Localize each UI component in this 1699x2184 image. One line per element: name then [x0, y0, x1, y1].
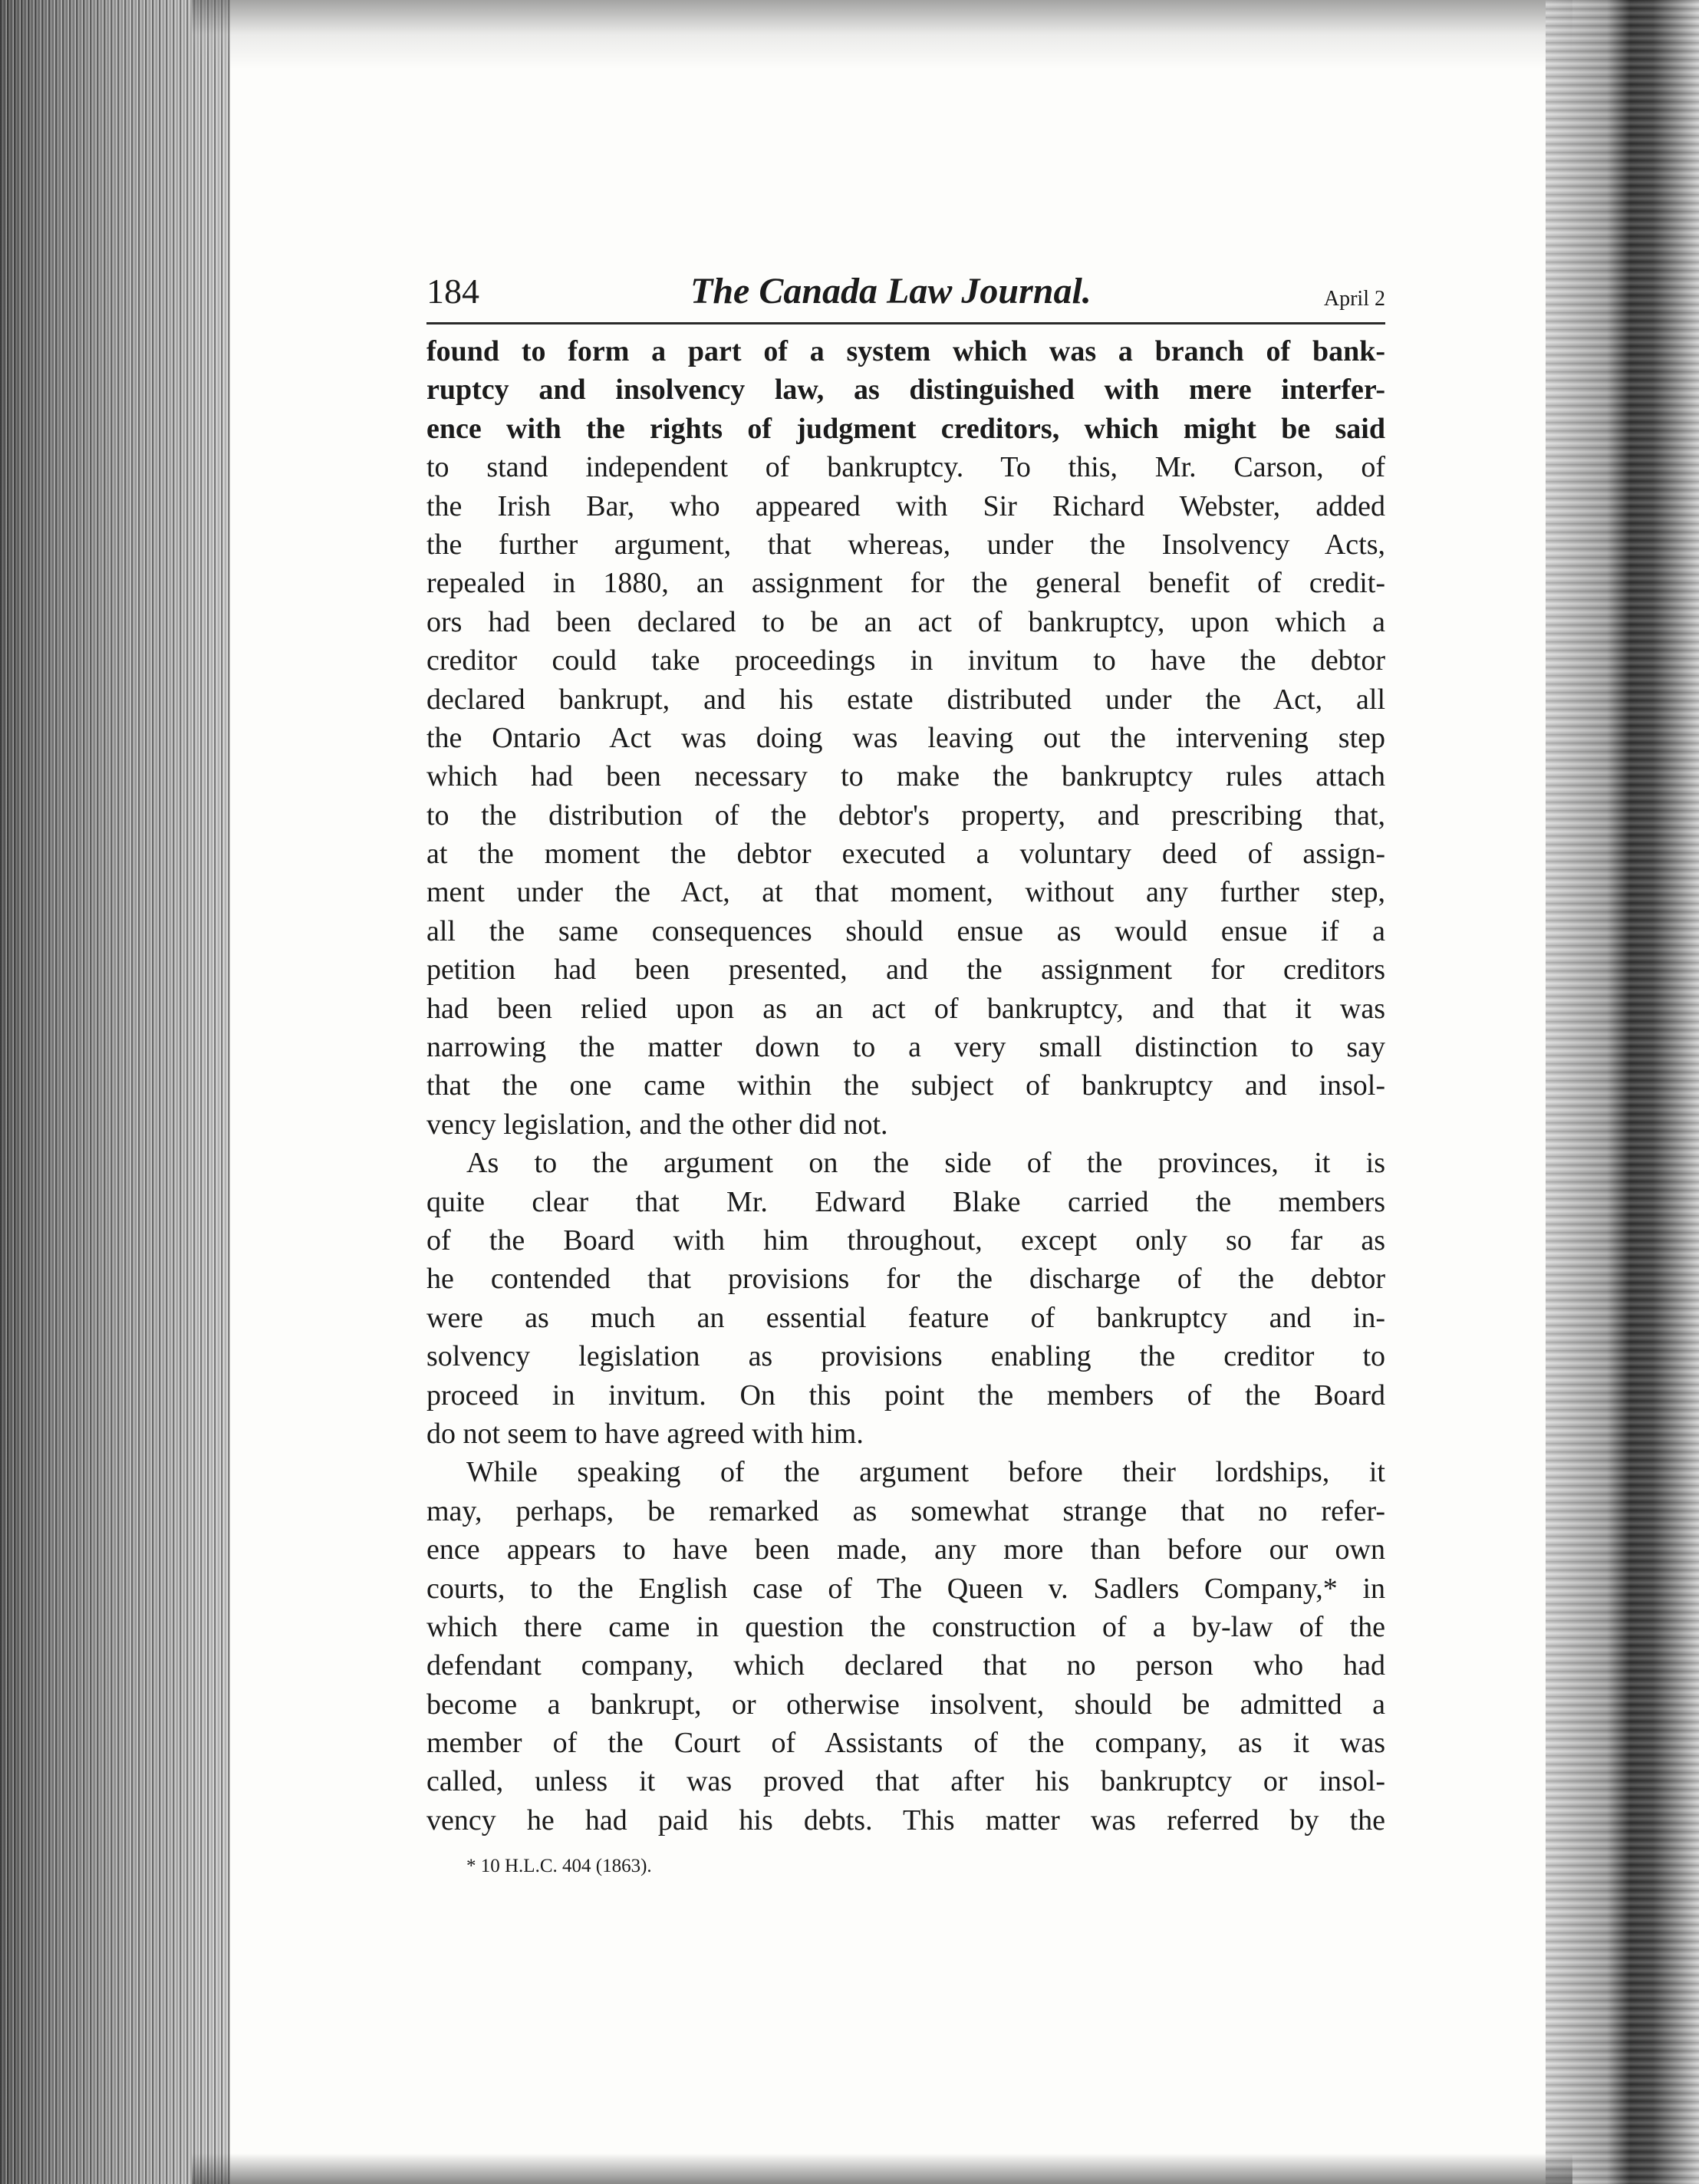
- text-line: As to the argument on the side of the provinces, it is: [466, 1147, 1385, 1180]
- text-line: that the one came within the subject of bankruptcy and insol-: [426, 1069, 1385, 1102]
- text-line: proceed in invitum. On this point the members of the Board: [426, 1379, 1385, 1412]
- text-line: ence appears to have been made, any more than before our own: [426, 1533, 1385, 1566]
- text-line: While speaking of the argument before their lordships, it: [466, 1456, 1385, 1489]
- text-line: creditor could take proceedings in invitum to have the debtor: [426, 644, 1385, 677]
- text-line: solvency legislation as provisions enabling the creditor to: [426, 1340, 1385, 1373]
- text-line: had been relied upon as an act of bankruptcy, and that it was: [426, 992, 1385, 1025]
- journal-page: [426, 261, 1385, 1879]
- book-binding-shadow: [0, 0, 230, 2184]
- text-line: the Ontario Act was doing was leaving out the intervening step: [426, 721, 1385, 754]
- text-line: petition had been presented, and the assignment for creditors: [426, 954, 1385, 987]
- text-line: member of the Court of Assistants of the company, as it was: [426, 1727, 1385, 1760]
- text-line: declared bankrupt, and his estate distributed under the Act, all: [426, 683, 1385, 716]
- text-line: called, unless it was proved that after his bankruptcy or insol-: [426, 1765, 1385, 1798]
- text-line: narrowing the matter down to a very small distinction to say: [426, 1031, 1385, 1064]
- text-line: ruptcy and insolvency law, as distinguished with mere interfer-: [426, 374, 1385, 407]
- text-line: ors had been declared to be an act of bankruptcy, upon which a: [426, 605, 1385, 638]
- text-line: quite clear that Mr. Edward Blake carried the members: [426, 1185, 1385, 1218]
- text-line: to stand independent of bankruptcy. To this, Mr. Carson, of: [426, 451, 1385, 484]
- text-line: become a bankrupt, or otherwise insolvent, should be admitted a: [426, 1688, 1385, 1721]
- text-line: of the Board with him throughout, except only so far as: [426, 1224, 1385, 1257]
- text-line: defendant company, which declared that no person who had: [426, 1649, 1385, 1682]
- text-line: vency legislation, and the other did not.: [426, 1108, 888, 1141]
- page-number: 184: [426, 272, 479, 311]
- text-line: repealed in 1880, an assignment for the general benefit of credit-: [426, 567, 1385, 600]
- text-line: may, perhaps, be remarked as somewhat strange that no refer-: [426, 1494, 1385, 1527]
- text-line: the Irish Bar, who appeared with Sir Richard Webster, added: [426, 489, 1385, 522]
- text-line: the further argument, that whereas, under the Insolvency Acts,: [426, 528, 1385, 561]
- text-line: vency he had paid his debts. This matter was referred by the: [426, 1804, 1385, 1836]
- text-line: he contended that provisions for the discharge of the debtor: [426, 1263, 1385, 1296]
- issue-date: April 2: [1323, 287, 1385, 311]
- text-line: which had been necessary to make the bankruptcy rules attach: [426, 760, 1385, 793]
- text-line: were as much an essential feature of bankruptcy and in-: [426, 1301, 1385, 1334]
- journal-title: The Canada Law Journal.: [690, 271, 1092, 311]
- text-line: courts, to the English case of The Queen v. Sadlers Company,* in: [426, 1572, 1385, 1605]
- text-line: found to form a part of a system which was a branch of bank-: [426, 335, 1385, 367]
- article-body: [426, 332, 1385, 1840]
- text-line: which there came in question the construction of a by-law of the: [426, 1610, 1385, 1643]
- text-line: all the same consequences should ensue as would ensue if a: [426, 914, 1385, 947]
- page-top-edge: [192, 0, 1572, 69]
- running-head: [426, 261, 1385, 324]
- page-bottom-edge: [192, 2153, 1572, 2184]
- text-line: ment under the Act, at that moment, without any further step,: [426, 876, 1385, 909]
- footnote: * 10 H.L.C. 404 (1863).: [466, 1856, 652, 1877]
- page-right-edge: [1546, 0, 1699, 2184]
- text-line: do not seem to have agreed with him.: [426, 1417, 864, 1450]
- text-line: to the distribution of the debtor's property, and prescribing that,: [426, 799, 1385, 832]
- text-line: ence with the rights of judgment creditors, which might be said: [426, 412, 1385, 445]
- text-line: at the moment the debtor executed a voluntary deed of assign-: [426, 838, 1385, 871]
